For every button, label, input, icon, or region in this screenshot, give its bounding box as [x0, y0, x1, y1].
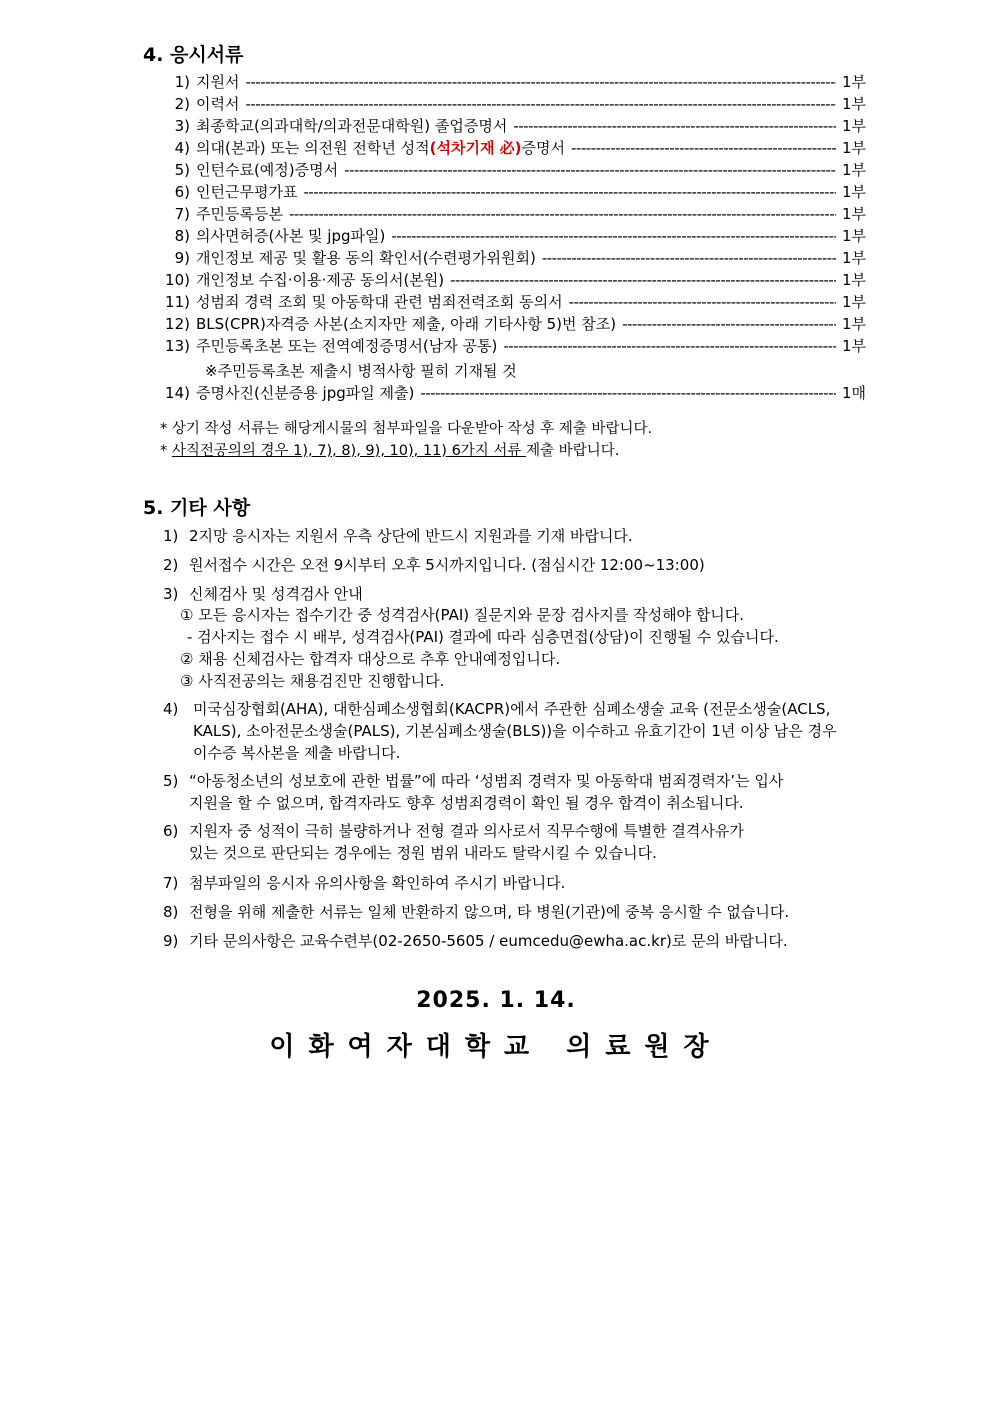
- list-item-continued: 지원을 할 수 없으며, 합격자라도 향후 성범죄경력이 확인 될 경우 합격이 취소됩니다.: [189, 794, 744, 812]
- list-item: 8) 의사면허증(사본 및 jpg파일) ----- 1부: [160, 226, 866, 246]
- issue-date: 2025. 1. 14.: [416, 988, 576, 1013]
- dotted-leader: [571, 138, 836, 158]
- dotted-leader: [622, 314, 836, 334]
- note-line-underlined: * 사직전공의의 경우 1), 7), 8), 9), 10), 11) 6가지 서류 제출 바랍니다.: [160, 443, 620, 459]
- list-item: 9) 기타 문의사항은 교육수련부(02-2650-5605 / eumcedu@ewha.ac.kr)로 문의 바랍니다.: [163, 932, 788, 950]
- list-item: 3) 신체검사 및 성격검사 안내: [163, 585, 363, 603]
- list-item: 2) 원서접수 시간은 오전 9시부터 오후 5시까지입니다. (점심시간 12:00~13:00): [163, 556, 705, 574]
- list-item: 14) 증명사진(신분증용 jpg파일 제출) ----- 1매: [160, 383, 866, 403]
- section-5-title: 5. 기타 사항: [143, 497, 251, 519]
- list-item: 12) BLS(CPR)자격증 사본(소지자만 제출, 아래 기타사항 5)번 참조) ----- 1부: [160, 314, 866, 334]
- list-item: 5) 인턴수료(예정)증명서 ----- 1부: [160, 160, 866, 180]
- list-item: 1) 지원서 ----- 1부: [160, 72, 866, 92]
- list-item: 13) 주민등록초본 또는 전역예정증명서(남자 공통) ----- 1부: [160, 336, 866, 356]
- sub-item: - 검사지는 접수 시 배부, 성격검사(PAI) 결과에 따라 심층면접(상담)이 진행될 수 있습니다.: [187, 628, 779, 646]
- list-item: 11) 성범죄 경력 조회 및 아동학대 관련 범죄전력조회 동의서 ----- 1부: [160, 292, 866, 312]
- dotted-leader: [513, 116, 836, 136]
- dotted-leader: [420, 383, 836, 403]
- list-item-continued: 있는 것으로 판단되는 경우에는 정원 범위 내라도 탈락시킬 수 있습니다.: [189, 844, 657, 862]
- dotted-leader: [245, 72, 835, 92]
- signature: 이화여자대학교 의료원장: [269, 1032, 723, 1062]
- dotted-leader: [303, 182, 836, 202]
- list-item: 7) 주민등록등본 ----- 1부: [160, 204, 866, 224]
- note-line: * 상기 작성 서류는 해당게시물의 첨부파일을 다운받아 작성 후 제출 바랍니다.: [160, 421, 653, 437]
- dotted-leader: [542, 248, 836, 268]
- sub-item: ① 모든 응시자는 접수기간 중 성격검사(PAI) 질문지와 문장 검사지를 작성해야 합니다.: [180, 606, 745, 624]
- dotted-leader: [391, 226, 836, 246]
- list-item: 1) 2지망 응시자는 지원서 우측 상단에 반드시 지원과를 기재 바랍니다.: [163, 527, 633, 545]
- list-item: 3) 최종학교(의과대학/의과전문대학원) 졸업증명서 ----- 1부: [160, 116, 866, 136]
- sub-item: ③ 사직전공의는 채용검진만 진행합니다.: [180, 672, 445, 690]
- dotted-leader: [245, 94, 835, 114]
- dotted-leader: [569, 292, 836, 312]
- list-item: 4) 의대(본과) 또는 의전원 전학년 성적(석차기재 必)증명서 ----- 1부: [160, 138, 866, 158]
- list-item: 9) 개인정보 제공 및 활용 동의 확인서(수련평가위원회) ----- 1부: [160, 248, 866, 268]
- list-item: 10) 개인정보 수집·이용·제공 동의서(본원) ----- 1부: [160, 270, 866, 290]
- list-item: 2) 이력서 ----- 1부: [160, 94, 866, 114]
- red-highlight-text: (석차기재 必): [429, 139, 522, 157]
- list-item-continued: 이수증 복사본을 제출 바랍니다.: [193, 744, 401, 762]
- list-item: 6) 인턴근무평가표 ----- 1부: [160, 182, 866, 202]
- list-item: 5) “아동청소년의 성보호에 관한 법률”에 따라 ‘성범죄 경력자 및 아동학대 범죄경력자’는 입사: [163, 772, 784, 790]
- sub-note: ※주민등록초본 제출시 병적사항 필히 기재될 것: [205, 362, 517, 380]
- dotted-leader: [503, 336, 836, 356]
- list-item-continued: KALS), 소아전문소생술(PALS), 기본심폐소생술(BLS))을 이수하고 유효기간이 1년 이상 남은 경우: [193, 722, 837, 740]
- dotted-leader: [289, 204, 836, 224]
- list-item: 7) 첨부파일의 응시자 유의사항을 확인하여 주시기 바랍니다.: [163, 874, 566, 892]
- list-item: 8) 전형을 위해 제출한 서류는 일체 반환하지 않으며, 타 병원(기관)에 중복 응시할 수 없습니다.: [163, 903, 790, 921]
- sub-item: ② 채용 신체검사는 합격자 대상으로 추후 안내예정입니다.: [180, 650, 561, 668]
- list-item: 4) 미국심장협회(AHA), 대한심폐소생협회(KACPR)에서 주관한 심폐소생술 교육 (전문소생술(ACLS,: [163, 700, 831, 718]
- section-4-title: 4. 응시서류: [143, 44, 244, 66]
- list-item: 6) 지원자 중 성적이 극히 불량하거나 전형 결과 의사로서 직무수행에 특별한 결격사유가: [163, 822, 744, 840]
- dotted-leader: [450, 270, 836, 290]
- dotted-leader: [344, 160, 836, 180]
